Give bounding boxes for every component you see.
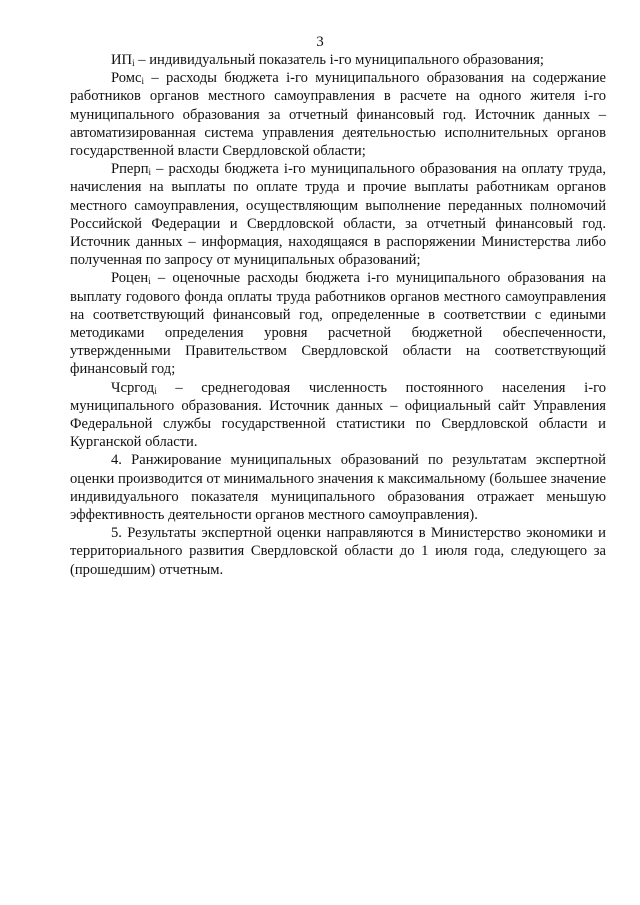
document-body	[70, 51, 606, 579]
term-subscript: i	[132, 58, 135, 68]
definition-text: – индивидуальный показатель i-го муниципального образования;	[134, 52, 544, 68]
clause-5	[70, 524, 606, 579]
clause-4	[70, 451, 606, 524]
definition-chsrgod	[70, 379, 606, 452]
definition-text: – среднегодовая численность постоянного населения i-го муниципального образования. Источник данных – официальный сайт Управления Федеральной службы государственной статистики по Свердловской области и Курганской области.	[70, 379, 606, 451]
definition-roms	[70, 69, 606, 160]
definition-text: – расходы бюджета i-го муниципального образования на содержание работников органов местного самоуправления в расчете на одного жителя i-го муниципального образования за отчетный финансовый год. Источник данных – автоматизированная система управления деятельностью исполнительных органов государственной власти Свердловской области;	[70, 70, 606, 160]
clause-text: 5. Результаты экспертной оценки направляются в Министерство экономики и территориального развития Свердловской области до 1 июля года, следующего за (прошедшим) отчетным.	[70, 525, 606, 578]
term-subscript: i	[148, 276, 151, 287]
clause-text: 4. Ранжирование муниципальных образований по результатам экспертной оценки производится от минимального значения к максимальному (большее значение индивидуального показателя муниципального образования отражает меньшую эффективность деятельности органов местного самоуправления).	[70, 452, 606, 524]
term: Чсргод	[111, 379, 155, 396]
term-subscript: i	[141, 76, 144, 87]
term: Роцен	[111, 270, 149, 287]
definition-rocen	[70, 269, 606, 378]
definition-text: – расходы бюджета i-го муниципального образования на оплату труда, начисления на выплаты по оплате труда и прочие выплаты работникам органов местного самоуправления, осуществляющим выполнение переданных полномочий Российской Федерации и Свердловской области, за отчетный финансовый год. Источник данных – информация, находящаяся в распоряжении Министерства либо полученная по запросу от муниципальных образований;	[70, 161, 606, 269]
definition-text: – оценочные расходы бюджета i-го муниципального образования на выплату годового фонда оплаты труда работников органов местного самоуправления на соответствующий финансовый год, определенные в соответствии с едиными методиками определения уровня расчетной бюджетной обеспеченности, утвержденными Правительством Свердловской области на соответствующий финансовый год;	[70, 270, 606, 378]
term-subscript: i	[148, 167, 152, 178]
term: Ромс	[111, 70, 142, 87]
term: ИП	[111, 52, 133, 68]
term-subscript: i	[154, 385, 157, 396]
definition-rperp	[70, 160, 606, 269]
definition-ip	[70, 51, 606, 69]
page-number: 3	[316, 34, 324, 50]
term: Рперп	[111, 161, 149, 178]
